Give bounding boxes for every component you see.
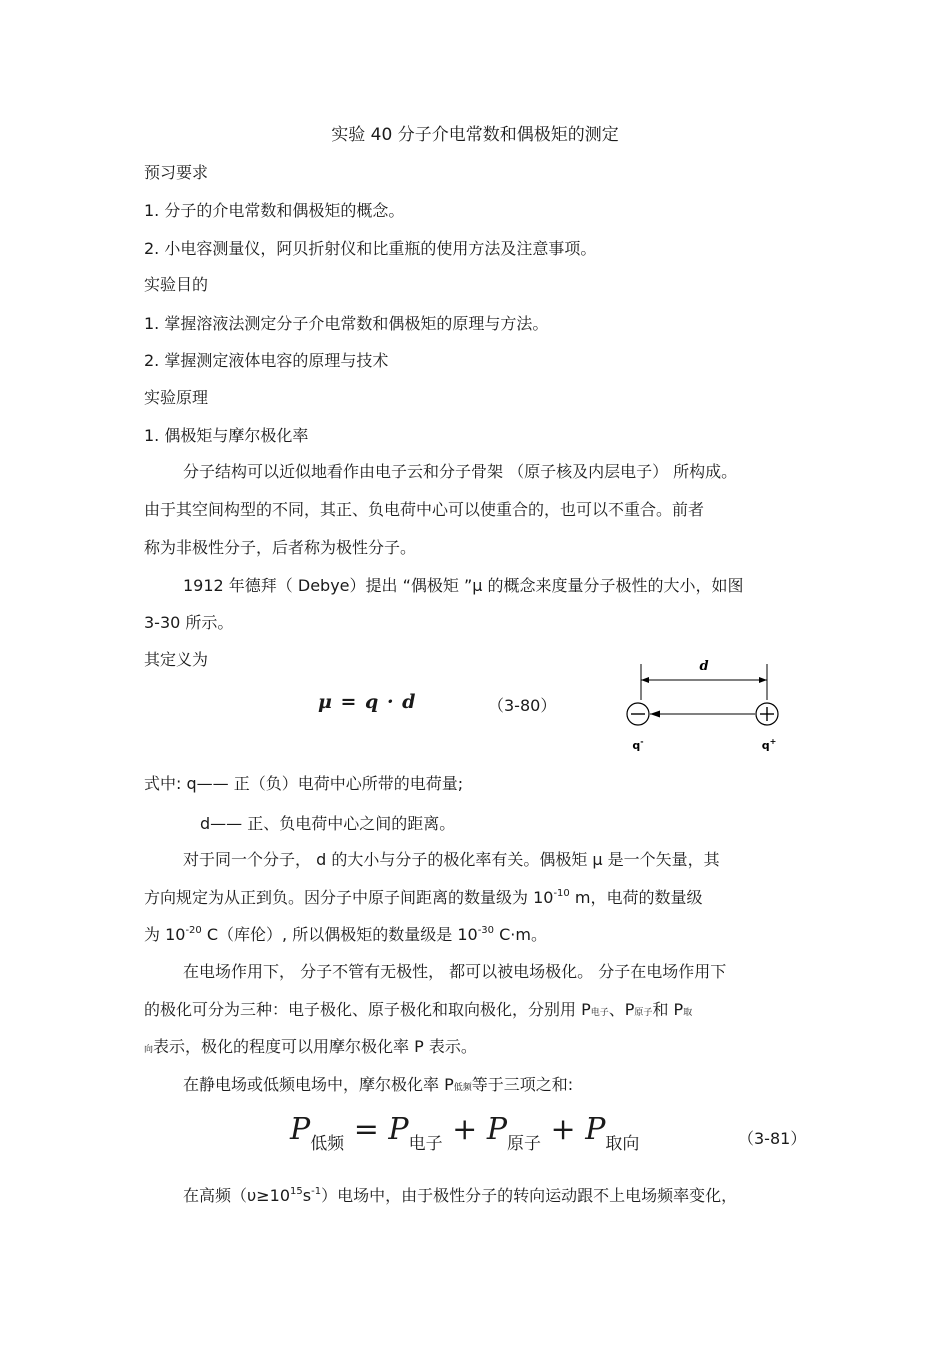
q-plus-sup: + bbox=[769, 737, 777, 746]
paragraph4-line1: 在电场作用下， 分子不管有无极性， 都可以被电场极化。 分子在电场作用下 bbox=[183, 962, 727, 981]
paragraph1-line1: 分子结构可以近似地看作由电子云和分子骨架 （原子核及内层电子） 所构成。 bbox=[183, 462, 738, 481]
paragraph4-line2: 的极化可分为三种：电子极化、原子极化和取向极化，分别用 P电子、P原子和 P取 bbox=[144, 1000, 693, 1019]
paragraph1-line2: 由于其空间构型的不同，其正、负电荷中心可以使重合的，也可以不重合。前者 bbox=[144, 500, 705, 519]
q-minus-sup: - bbox=[640, 737, 644, 746]
q-minus-label: q bbox=[632, 739, 641, 752]
purpose-heading: 实验目的 bbox=[144, 275, 209, 294]
dipole-d-label: d bbox=[699, 659, 709, 674]
dipole-figure bbox=[612, 652, 792, 762]
preview-item-2: 2. 小电容测量仪，阿贝折射仪和比重瓶的使用方法及注意事项。 bbox=[144, 239, 597, 258]
equation-3-80: μ = q · d bbox=[318, 691, 417, 713]
purpose-item-1: 1. 掌握溶液法测定分子介电常数和偶极矩的原理与方法。 bbox=[144, 314, 549, 333]
paragraph2-line3: 其定义为 bbox=[144, 650, 209, 669]
principle-heading: 实验原理 bbox=[144, 388, 209, 407]
paragraph2-line1: 1912 年德拜（ Debye）提出 “偶极矩 ”μ 的概念来度量分子极性的大小，如图 bbox=[183, 576, 744, 595]
paragraph1-line3: 称为非极性分子，后者称为极性分子。 bbox=[144, 538, 417, 557]
svg-text:q- bbox=[632, 737, 643, 752]
paragraph6-line1: 在高频$(\upsilon\ge 10^{15}s^{-1})$电场中，由于极性分子的转向运动跟不上电场频率变化， bbox=[183, 1186, 738, 1205]
paragraph4-line3: 向表示，极化的程度可以用摩尔极化率 P 表示。 bbox=[144, 1037, 477, 1056]
purpose-item-2: 2. 掌握测定液体电容的原理与技术 bbox=[144, 351, 389, 370]
preview-heading: 预习要求 bbox=[144, 163, 209, 182]
q-plus-label: q bbox=[761, 739, 770, 752]
equation-3-81-number: （3-81） bbox=[738, 1129, 807, 1148]
paragraph5-line1: 在静电场或低频电场中，摩尔极化率 P低频等于三项之和: bbox=[183, 1075, 574, 1094]
paragraph3-line1: 对于同一个分子， d 的大小与分子的极化率有关。偶极矩 μ 是一个矢量，其 bbox=[183, 850, 720, 869]
principle-item-1: 1. 偶极矩与摩尔极化率 bbox=[144, 426, 309, 445]
paragraph3-line3: 为 $10^{-20}$ C（库伦）, 所以偶极矩的数量级是 $10^{-30}$ C·m。 bbox=[144, 925, 547, 944]
paragraph2-line2: 3-30 所示。 bbox=[144, 613, 234, 632]
paragraph3-line2: 方向规定为从正到负。因分子中原子间距离的数量级为 $10^{-10}$ m，电荷的数量级 bbox=[144, 888, 703, 907]
svg-text:q+ bbox=[762, 737, 777, 752]
equation-3-80-number: （3-80） bbox=[488, 696, 557, 715]
page-title: 实验 40 分子介电常数和偶极矩的测定 bbox=[331, 125, 619, 145]
preview-item-1: 1. 分子的介电常数和偶极矩的概念。 bbox=[144, 201, 405, 220]
where-line1: 式中: q—— 正（负）电荷中心所带的电荷量; bbox=[144, 774, 464, 793]
equation-3-81: $P_{低频} = P_{电子} + P_{原子} + P_{取向}$ bbox=[290, 1112, 640, 1154]
where-line2: d—— 正、负电荷中心之间的距离。 bbox=[200, 814, 456, 833]
